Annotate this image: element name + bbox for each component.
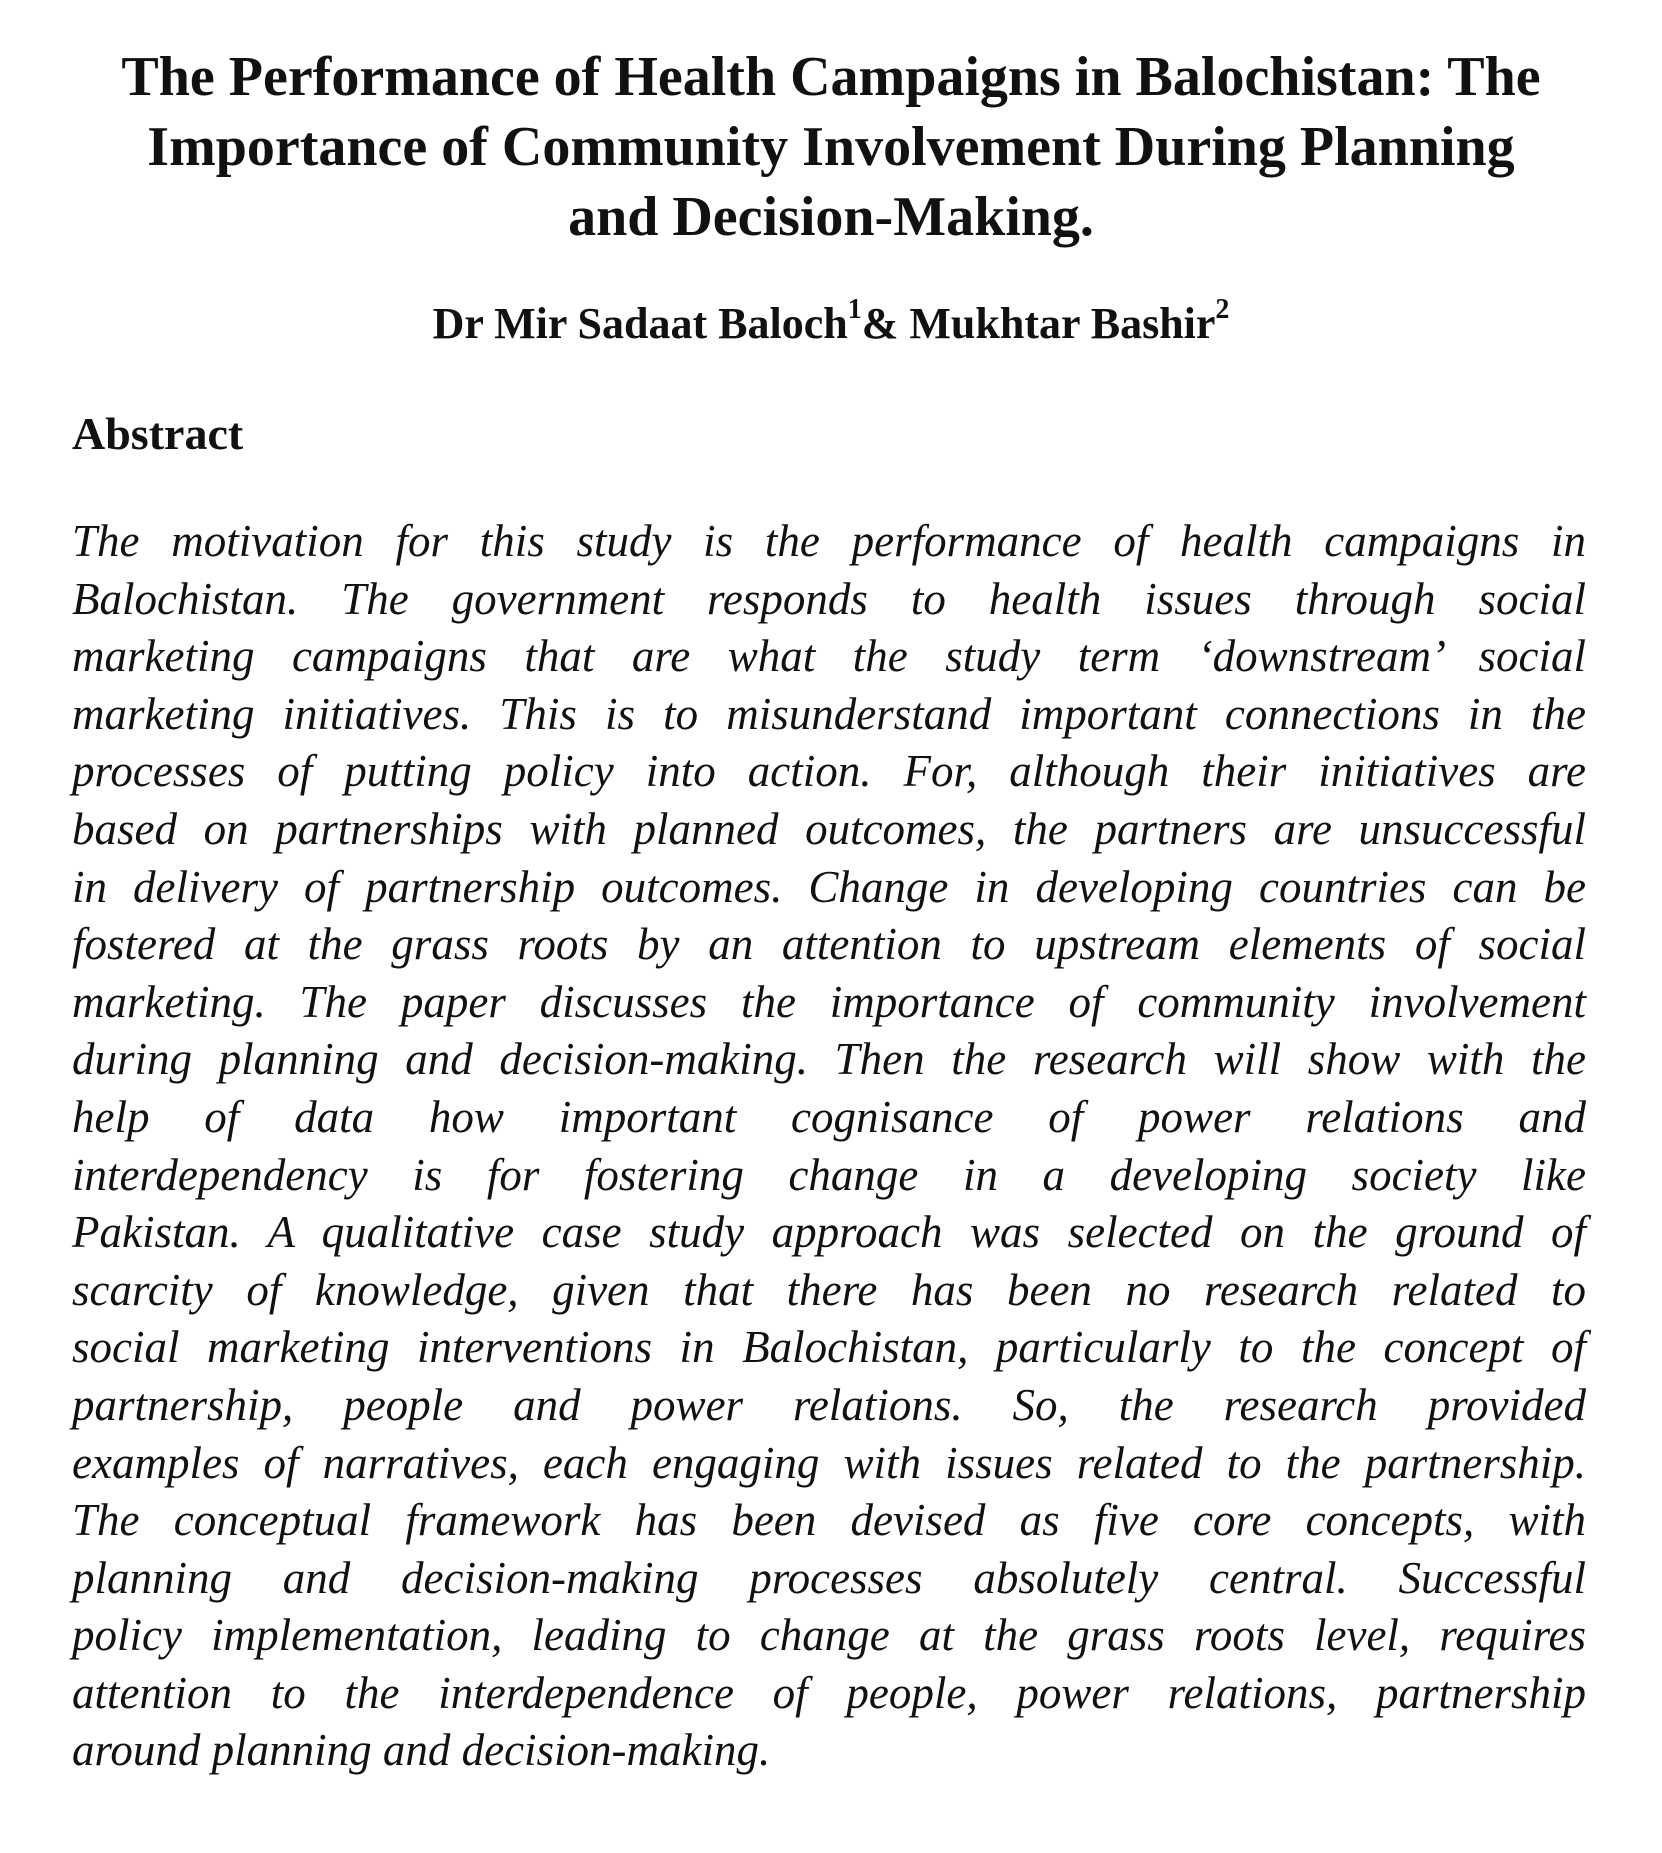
abstract-line: marketing. The paper discusses the importance of community involvement bbox=[72, 976, 1586, 1027]
title-line: Importance of Community Involvement During Planning bbox=[147, 116, 1515, 178]
abstract-line: fostered at the grass roots by an attention to upstream elements of social bbox=[72, 919, 1586, 970]
abstract-line: policy implementation, leading to change at the grass roots level, requires bbox=[72, 1610, 1586, 1661]
author-affiliation-marker: 2 bbox=[1215, 294, 1230, 325]
abstract-line: during planning and decision-making. Then the research will show with the bbox=[72, 1034, 1586, 1085]
abstract-line: help of data how important cognisance of power relations and bbox=[72, 1091, 1586, 1142]
abstract-line: in delivery of partnership outcomes. Change in developing countries can be bbox=[72, 861, 1586, 912]
abstract-line: Balochistan. The government responds to health issues through social bbox=[72, 573, 1586, 624]
title-line: and Decision-Making. bbox=[568, 186, 1094, 248]
abstract-line: examples of narratives, each engaging with issues related to the partnership. bbox=[72, 1437, 1586, 1488]
abstract-text bbox=[72, 513, 1586, 1780]
author-separator: & bbox=[861, 299, 910, 348]
author-name: Dr Mir Sadaat Baloch bbox=[432, 299, 848, 348]
abstract-line: social marketing interventions in Balochistan, particularly to the concept of bbox=[72, 1322, 1586, 1373]
abstract-line: interdependency is for fostering change in a developing society like bbox=[72, 1149, 1586, 1200]
abstract-line: The motivation for this study is the performance of health campaigns in bbox=[72, 516, 1586, 566]
abstract-line: attention to the interdependence of people, power relations, partnership bbox=[72, 1667, 1586, 1718]
abstract-line: Pakistan. A qualitative case study approach was selected on the ground of bbox=[72, 1207, 1586, 1258]
title-line: The Performance of Health Campaigns in Balochistan: The bbox=[121, 46, 1541, 108]
author-line bbox=[60, 296, 1602, 352]
abstract-line: The conceptual framework has been devised as five core concepts, with bbox=[72, 1495, 1586, 1546]
abstract-line: planning and decision-making processes absolutely central. Successful bbox=[72, 1552, 1586, 1603]
paper-title bbox=[60, 42, 1602, 252]
abstract-line: around planning and decision-making. bbox=[72, 1725, 771, 1776]
abstract-line: marketing campaigns that are what the study term ‘downstream’ social bbox=[72, 631, 1586, 682]
abstract-line: scarcity of knowledge, given that there has been no research related to bbox=[72, 1264, 1586, 1315]
abstract-line: based on partnerships with planned outcomes, the partners are unsuccessful bbox=[72, 803, 1586, 854]
abstract-heading: Abstract bbox=[72, 408, 244, 459]
abstract-line: partnership, people and power relations. So, the research provided bbox=[72, 1379, 1586, 1430]
author-name: Mukhtar Bashir bbox=[909, 299, 1216, 348]
abstract-line: marketing initiatives. This is to misunderstand important connections in the bbox=[72, 688, 1586, 739]
abstract-line: processes of putting policy into action. For, although their initiatives are bbox=[72, 746, 1586, 797]
author-affiliation-marker: 1 bbox=[847, 294, 862, 325]
